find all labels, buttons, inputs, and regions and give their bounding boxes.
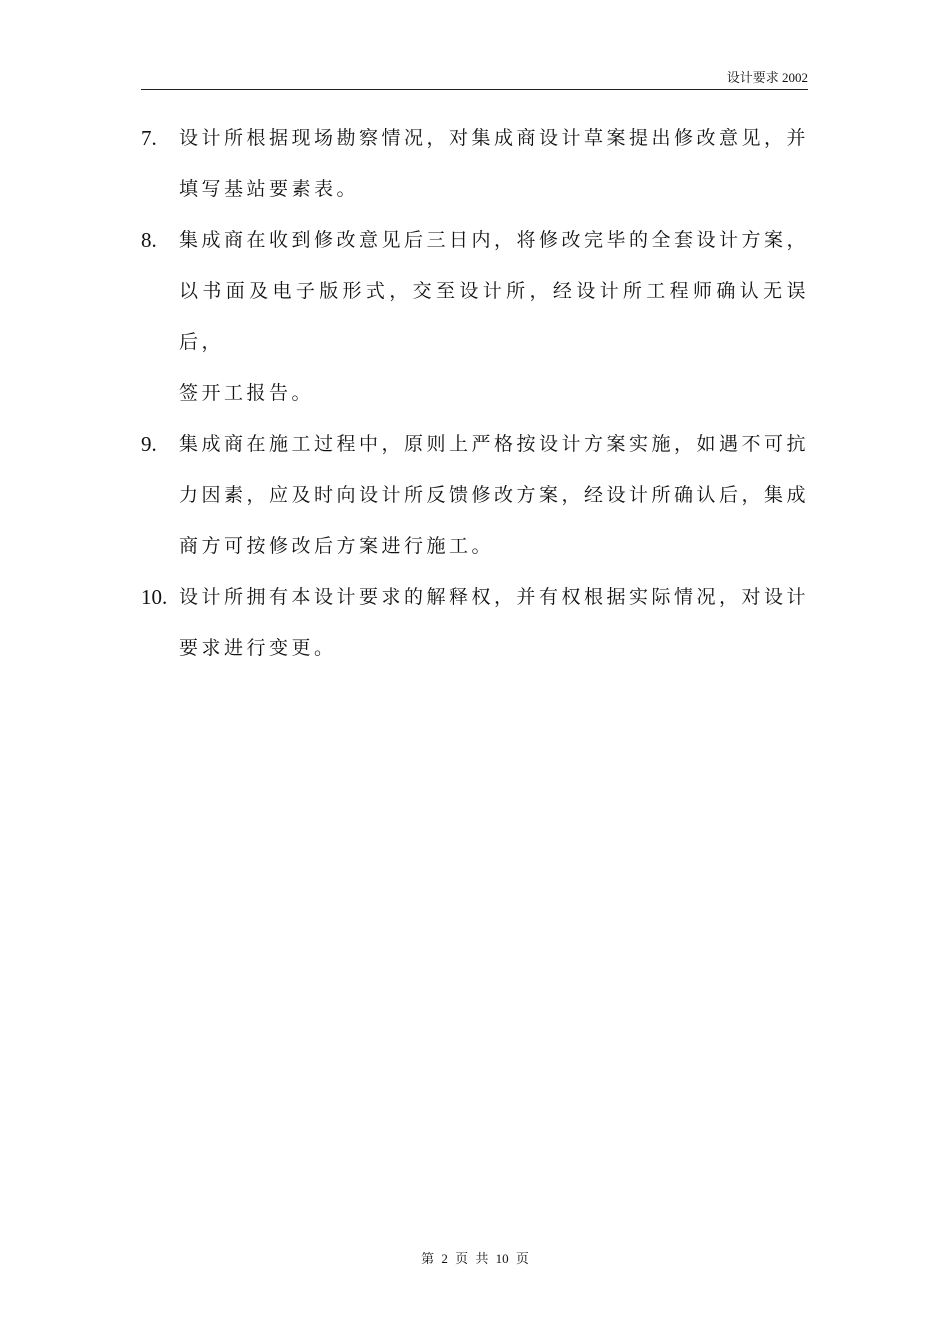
- list-item: [141, 419, 809, 572]
- list-item-text: 集成商在收到修改意见后三日内，将修改完毕的全套设计方案， 以书面及电子版形式，交至设计所，经设计所工程师确认无误后， 签开工报告。: [179, 229, 810, 404]
- list-item: [141, 113, 809, 215]
- list-item-number: 10.: [141, 585, 168, 609]
- header-title: 设计要求 2002: [726, 70, 808, 85]
- page-header: [141, 70, 808, 90]
- document-body: [141, 113, 809, 674]
- list-item-text: 设计所根据现场勘察情况，对集成商设计草案提出修改意见，并 填写基站要素表。: [179, 127, 810, 200]
- list-item-number: 8.: [141, 228, 157, 252]
- list-item-text: 集成商在施工过程中，原则上严格按设计方案实施，如遇不可抗 力因素，应及时向设计所反馈修改方案，经设计所确认后，集成 商方可按修改后方案进行施工。: [179, 433, 810, 557]
- list-item-number: 7.: [141, 126, 157, 150]
- page-footer: 第 2 页 共 10 页: [421, 1251, 529, 1266]
- list-item-number: 9.: [141, 432, 157, 456]
- list-item-text: 设计所拥有本设计要求的解释权，并有权根据实际情况，对设计 要求进行变更。: [179, 586, 810, 659]
- list-item: [141, 215, 809, 419]
- list-item: [141, 572, 809, 674]
